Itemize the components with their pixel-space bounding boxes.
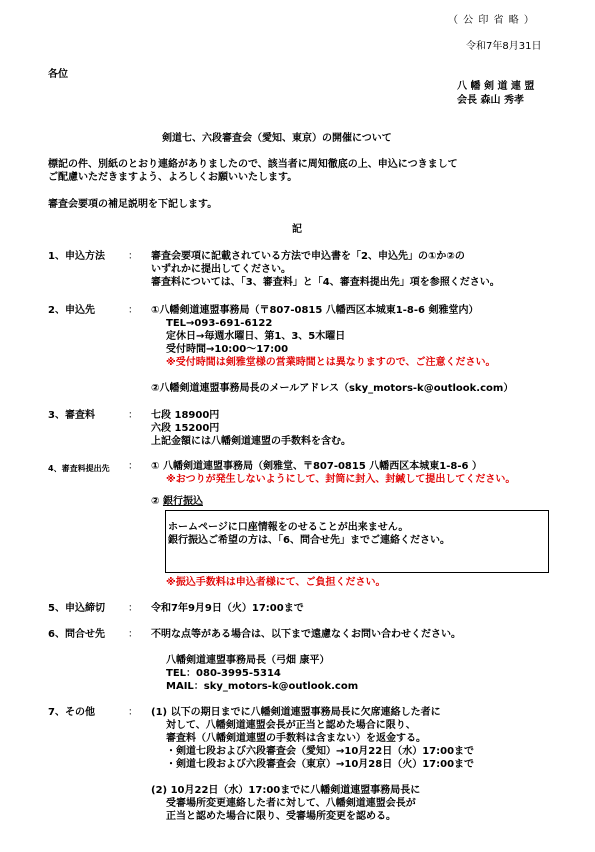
section-6-colon: ： — [128, 629, 138, 640]
section-4-item-2 — [151, 495, 203, 508]
ki-heading: 記 — [292, 224, 302, 235]
section-7-colon: ： — [128, 707, 138, 718]
section-2-colon: ： — [128, 305, 138, 316]
section-1-text — [151, 250, 500, 289]
recipient: 各位 — [48, 69, 68, 80]
section-2-hours: 受付時間→10:00～17:00 — [166, 344, 289, 355]
section-3-colon: ： — [128, 410, 138, 421]
section-6-label: 6、問合せ先 — [48, 629, 105, 640]
section-1-colon: ： — [128, 251, 138, 262]
section-4-label: 4、審査料提出先 — [48, 464, 110, 473]
section-4-item-2-label: 銀行振込 — [162, 496, 203, 507]
section-4-item-1: ① 八幡剣道連盟事務局（剣雅堂、〒807-0815 八幡西区本城東1-8-6 ） — [151, 461, 482, 472]
document-date: 令和7年8月31日 — [466, 41, 542, 52]
section-3-label: 3、審査料 — [48, 410, 95, 421]
section-3-fee-6dan: 六段 15200円 — [151, 423, 220, 434]
section-1-line: 審査会要項に記載されている方法で申込書を「2、申込先」の①か②の — [151, 251, 465, 262]
section-6-contact: 八幡剣道連盟事務局長（弓畑 康平） — [166, 655, 330, 666]
bank-notice-line-1: ホームページに口座情報をのせることが出来ません。 — [168, 522, 409, 533]
section-7-item-2-line: 受審場所変更連絡した者に対して、八幡剣道連盟会長が — [166, 798, 416, 809]
section-7-label: 7、その他 — [48, 707, 95, 718]
section-3-fee-7dan: 七段 18900円 — [151, 410, 220, 421]
section-3-note: 上記金額には八幡剣道連盟の手数料を含む。 — [151, 436, 351, 447]
section-5-deadline: 令和7年9月9日（火）17:00まで — [151, 603, 304, 614]
section-1-label: 1、申込方法 — [48, 251, 105, 262]
section-5-label: 5、申込締切 — [48, 603, 105, 614]
section-7-item-2: (2) 10月22日（水）17:00までに八幡剣道連盟事務局長に — [151, 785, 421, 796]
section-6-mail: MAIL：sky_motors-k@outlook.com — [166, 681, 359, 692]
section-4-colon: ： — [128, 461, 138, 472]
section-6-text: 不明な点等がある場合は、以下まで遠慮なくお問い合わせください。 — [151, 629, 461, 640]
stamp-omitted-note: （ 公 印 省 略 ） — [448, 15, 535, 26]
section-5-colon: ： — [128, 603, 138, 614]
section-7-item-1-line: ・剣道七段および六段審査会（愛知）→10月22日（水）17:00まで — [166, 746, 475, 757]
section-2-tel: TEL→093-691-6122 — [166, 318, 273, 329]
section-7-item-1-line: 対して、八幡剣道連盟会長が正当と認めた場合に限り、 — [166, 720, 416, 731]
document-title: 剣道七、六段審査会（愛知、東京）の開催について — [162, 133, 392, 144]
section-1-line: 審査料については、「3、審査料」と「4、審査料提出先」項を参照ください。 — [151, 277, 500, 288]
section-1-line: いずれかに提出してください。 — [151, 264, 291, 275]
section-7-item-1-line: ・剣道七段および六段審査会（東京）→10月28日（火）17:00まで — [166, 759, 475, 770]
section-4-warning: ※おつりが発生しないようにして、封筒に封入、封緘して提出してください。 — [166, 474, 516, 485]
section-4-fee-warning: ※振込手数料は申込者様にて、ご負担ください。 — [166, 577, 386, 588]
section-2-item-1: ①八幡剣道連盟事務局（〒807-0815 八幡西区本城東1-8-6 剣雅堂内） — [151, 305, 479, 316]
sender-organization: 八 幡 剣 道 連 盟 — [457, 81, 535, 92]
section-2-warning: ※受付時間は剣雅堂様の営業時間とは異なりますので、ご注意ください。 — [166, 357, 496, 368]
section-2-label: 2、申込先 — [48, 305, 95, 316]
intro-line-1: 標記の件、別紙のとおり連絡がありましたので、該当者に周知徹底の上、申込につきまして — [48, 159, 458, 170]
section-2-holiday: 定休日→毎週水曜日、第1、3、5木曜日 — [166, 331, 346, 342]
section-4-item-2-number: ② — [151, 496, 163, 507]
section-7-item-1: (1) 以下の期日までに八幡剣道連盟事務局長に欠席連絡した者に — [151, 707, 441, 718]
sender-name: 会長 森山 秀孝 — [457, 95, 524, 106]
bank-notice-line-2: 銀行振込ご希望の方は、「6、問合せ先」までご連絡ください。 — [168, 535, 450, 546]
section-6-tel: TEL：080-3995-5314 — [166, 668, 281, 679]
intro-line-2: ご配慮いただきますよう、よろしくお願いいたします。 — [48, 172, 298, 183]
section-7-item-2-line: 正当と認めた場合に限り、受審場所変更を認める。 — [166, 811, 396, 822]
section-2-item-2: ②八幡剣道連盟事務局長のメールアドレス（sky_motors-k@outlook.com） — [151, 383, 514, 394]
supplement-note: 審査会要項の補足説明を下記します。 — [48, 199, 218, 210]
section-7-item-1-line: 審査料（八幡剣道連盟の手数料は含まない）を返金する。 — [166, 733, 426, 744]
